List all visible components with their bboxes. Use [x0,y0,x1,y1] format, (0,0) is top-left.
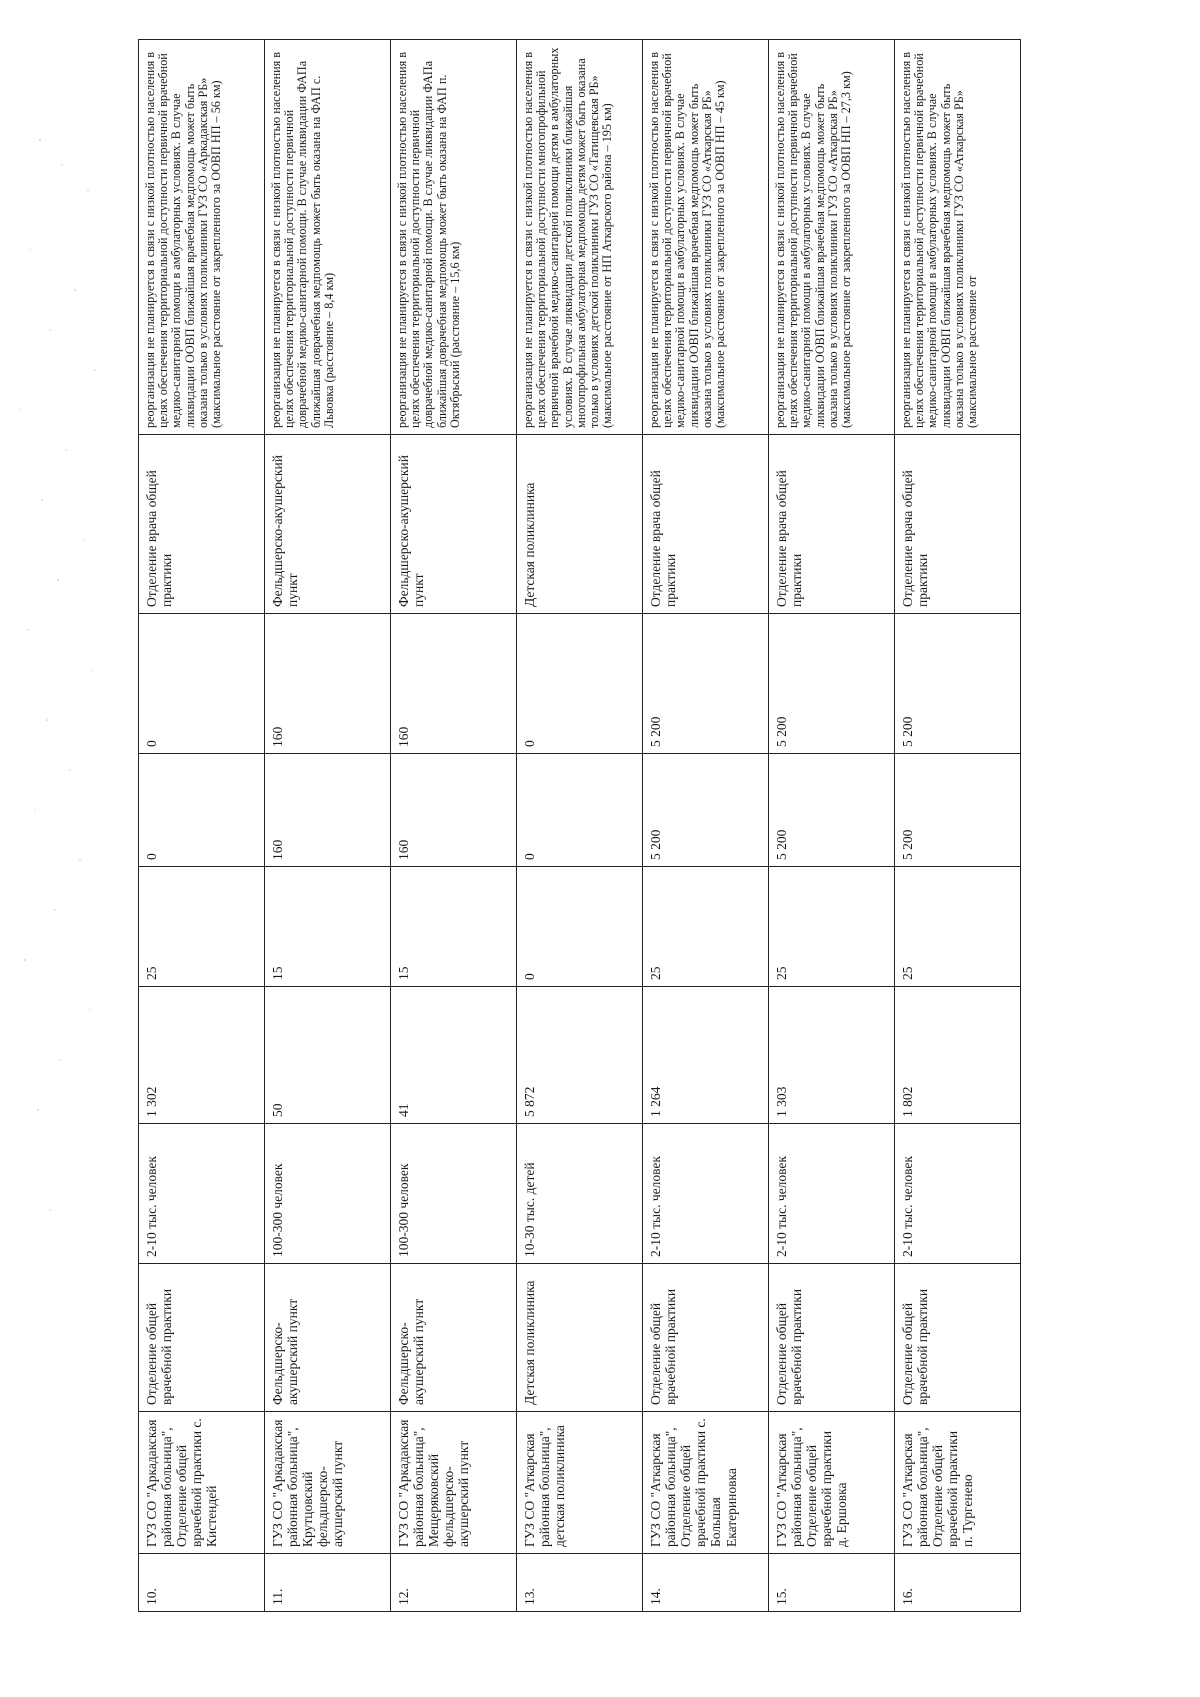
rotated-table-container [138,40,1154,1612]
capacity-after: 5 200 [643,614,769,754]
justification-note: реорганизация не планируется в связи с низкой плотностью населения в целях обеспечения территориальной доступности первичной врачебной медико-санитарной помощи в амбулаторных условиях. В случае ликвидации ООВП ближайшая врачебная медпомощь может быть оказана только в условиях поликлиники ГУЗ СО «Аткарская РБ» (максимальное расстояние от закрепленного за ООВП НП – 45 км) [643,40,769,435]
table-row [769,40,895,1612]
row-number: 16. [895,1554,1021,1612]
unit-type-current: Отделение общей врачебной практики [643,1264,769,1412]
population-norm: 100-300 человек [265,1124,391,1264]
row-number: 13. [517,1554,643,1612]
unit-type-current: Отделение общей врачебной практики [895,1264,1021,1412]
capacity-before: 5 200 [643,754,769,867]
unit-type-current: Детская поликлиника [517,1264,643,1412]
unit-type-planned: Отделение врача общей практики [643,435,769,614]
justification-note: реорганизация не планируется в связи с низкой плотностью населения в целях обеспечения территориальной доступности первичной врачебной медико-санитарной помощи в амбулаторных условиях. В случае ликвидации ООВП ближайшая врачебная медпомощь может быть оказана только в условиях поликлиники ГУЗ СО «Аткарская РБ» (максимальное расстояние от закрепленного за ООВП НП – 27,3 км) [769,40,895,435]
capacity-after: 0 [517,614,643,754]
table-row [391,40,517,1612]
table-row [139,40,265,1612]
population-count: 1 264 [643,987,769,1124]
unit-type-current: Отделение общей врачебной практики [769,1264,895,1412]
capacity-after: 5 200 [895,614,1021,754]
unit-type-current: Отделение общей врачебной практики [139,1264,265,1412]
population-norm: 2-10 тыс. человек [895,1124,1021,1264]
table-row [895,40,1021,1612]
distance-value: 15 [265,867,391,987]
organization-name: ГУЗ СО "Аркадакская районная больница", Мещеряковский фельдшерско-акушерский пункт [391,1412,517,1554]
capacity-after: 0 [139,614,265,754]
population-count: 1 302 [139,987,265,1124]
row-number: 15. [769,1554,895,1612]
row-number: 14. [643,1554,769,1612]
distance-value: 0 [517,867,643,987]
organization-name: ГУЗ СО "Аткарская районная больница", Отделение общей врачебной практики п. Тургенево [895,1412,1021,1554]
unit-type-planned: Детская поликлиника [517,435,643,614]
capacity-before: 5 200 [895,754,1021,867]
row-number: 12. [391,1554,517,1612]
population-norm: 2-10 тыс. человек [643,1124,769,1264]
justification-note: реорганизация не планируется в связи с низкой плотностью населения в целях обеспечения территориальной доступности первичной врачебной медико-санитарной помощи в амбулаторных условиях. В случае ликвидации ООВП ближайшая врачебная медпомощь может быть оказана только в условиях поликлиники ГУЗ СО «Аткарская РБ» (максимальное расстояние от [895,40,1021,435]
justification-note: реорганизация не планируется в связи с низкой плотностью населения в целях обеспечения территориальной доступности первичной врачебной медико-санитарной помощи в амбулаторных условиях. В случае ликвидации ООВП ближайшая врачебная медпомощь может быть оказана только в условиях поликлиники ГУЗ СО «Аркадакская РБ» (максимальное расстояние от закрепленного за ООВП НП – 56 км) [139,40,265,435]
table-row [265,40,391,1612]
population-norm: 100-300 человек [391,1124,517,1264]
justification-note: реорганизация не планируется в связи с низкой плотностью населения в целях обеспечения территориальной доступности первичной доврачебной медико-санитарной помощи. В случае ликвидации ФАПа ближайшая доврачебная медпомощь может быть оказана на ФАП п. Октябрьский (расстояние – 15,6 км) [391,40,517,435]
unit-type-planned: Отделение врача общей практики [139,435,265,614]
organization-name: ГУЗ СО "Аткарская районная больница", Отделение общей врачебной практики д. Ершовка [769,1412,895,1554]
capacity-before: 160 [265,754,391,867]
distance-value: 15 [391,867,517,987]
capacity-after: 5 200 [769,614,895,754]
population-count: 41 [391,987,517,1124]
distance-value: 25 [895,867,1021,987]
distance-value: 25 [769,867,895,987]
population-count: 5 872 [517,987,643,1124]
capacity-after: 160 [391,614,517,754]
scan-noise [0,110,120,1260]
table-row [643,40,769,1612]
unit-type-planned: Отделение врача общей практики [895,435,1021,614]
population-norm: 2-10 тыс. человек [139,1124,265,1264]
organization-name: ГУЗ СО "Аркадакская районная больница", Отделение общей врачебной практики с. Кистендей [139,1412,265,1554]
population-count: 1 802 [895,987,1021,1124]
justification-note: реорганизация не планируется в связи с низкой плотностью населения в целях обеспечения территориальной доступности многопрофильной первичной врачебной медико-санитарной помощи детям в амбулаторных условиях. В случае ликвидации детской поликлиники ближайшая многопрофильная амбулаторная медпомощь детям может быть оказана только в условиях детской поликлиники ГУЗ СО «Татищевская РБ» (максимальное расстояние от НП Аткарского района – 195 км) [517,40,643,435]
capacity-before: 160 [391,754,517,867]
capacity-before: 5 200 [769,754,895,867]
row-number: 10. [139,1554,265,1612]
table-row [517,40,643,1612]
capacity-before: 0 [139,754,265,867]
distance-value: 25 [139,867,265,987]
distance-value: 25 [643,867,769,987]
reorganization-table [138,39,1021,1612]
unit-type-planned: Фельдшерско-акушерский пункт [391,435,517,614]
justification-note: реорганизация не планируется в связи с низкой плотностью населения в целях обеспечения территориальной доступности первичной доврачебной медико-санитарной помощи. В случае ликвидации ФАПа ближайшая доврачебная медпомощь может быть оказана на ФАП с. Львовка (расстояние – 8,4 км) [265,40,391,435]
population-norm: 10-30 тыс. детей [517,1124,643,1264]
unit-type-current: Фельдшерско-акушерский пункт [391,1264,517,1412]
population-count: 50 [265,987,391,1124]
unit-type-planned: Фельдшерско-акушерский пункт [265,435,391,614]
unit-type-planned: Отделение врача общей практики [769,435,895,614]
organization-name: ГУЗ СО "Аткарская районная больница", детская поликлиника [517,1412,643,1554]
organization-name: ГУЗ СО "Аркадакская районная больница", Крутцовский фельдшерско-акушерский пункт [265,1412,391,1554]
row-number: 11. [265,1554,391,1612]
organization-name: ГУЗ СО "Аткарская районная больница", Отделение общей врачебной практики с. Большая Екатериновка [643,1412,769,1554]
capacity-before: 0 [517,754,643,867]
population-norm: 2-10 тыс. человек [769,1124,895,1264]
population-count: 1 303 [769,987,895,1124]
unit-type-current: Фельдшерско-акушерский пункт [265,1264,391,1412]
capacity-after: 160 [265,614,391,754]
